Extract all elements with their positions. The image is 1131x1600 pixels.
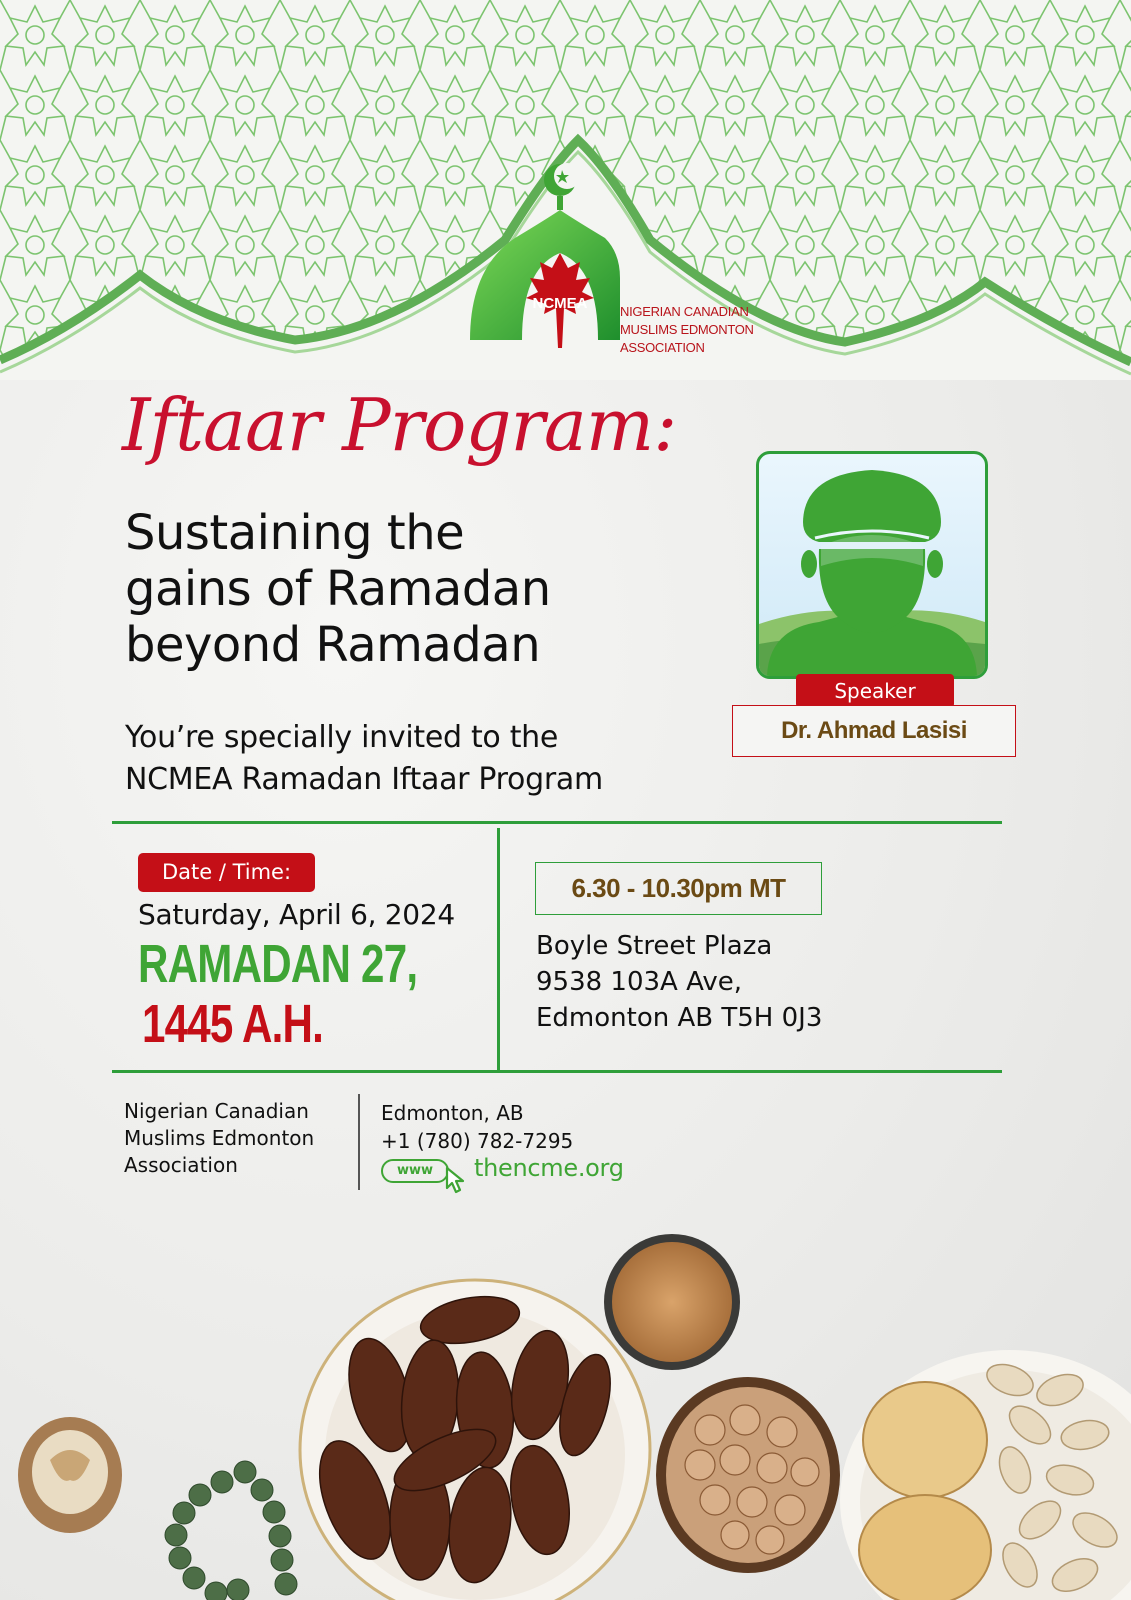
logo-acronym: NCMEA bbox=[532, 295, 588, 312]
date-time-badge: Date / Time: bbox=[138, 853, 315, 892]
contact-city: Edmonton, AB bbox=[381, 1101, 524, 1125]
footer-separator bbox=[358, 1094, 360, 1190]
subtitle-line: Sustaining the bbox=[125, 505, 465, 561]
logo-name-line: ASSOCIATION bbox=[620, 340, 705, 355]
org-line: Nigerian Canadian bbox=[124, 1099, 309, 1123]
org-line: Association bbox=[124, 1153, 238, 1177]
org-line: Muslims Edmonton bbox=[124, 1126, 315, 1150]
footer-contact bbox=[381, 1099, 573, 1155]
invite-line: NCMEA Ramadan Iftaar Program bbox=[125, 762, 603, 797]
venue-line: Boyle Street Plaza bbox=[536, 931, 773, 961]
divider-bottom bbox=[112, 1070, 1002, 1073]
speaker-silhouette-icon bbox=[759, 454, 985, 676]
event-subtitle bbox=[125, 505, 745, 673]
subtitle-line: beyond Ramadan bbox=[125, 617, 541, 673]
cursor-icon bbox=[444, 1166, 466, 1194]
event-venue bbox=[536, 928, 822, 1036]
mosque-dome-icon bbox=[470, 158, 620, 358]
ncmea-logo bbox=[470, 158, 760, 358]
event-time: 6.30 - 10.30pm MT bbox=[535, 862, 822, 915]
logo-name-line: MUSLIMS EDMONTON bbox=[620, 322, 754, 337]
speaker-badge: Speaker bbox=[796, 674, 954, 708]
hijri-date-year: 1445 A.H. bbox=[142, 994, 324, 1054]
event-date: Saturday, April 6, 2024 bbox=[138, 898, 455, 931]
contact-phone[interactable]: +1 (780) 782-7295 bbox=[381, 1129, 574, 1153]
event-title: Iftaar Program: bbox=[122, 383, 677, 467]
subtitle-line: gains of Ramadan bbox=[125, 561, 551, 617]
footer-org-name bbox=[124, 1098, 314, 1179]
divider-top bbox=[112, 821, 1002, 824]
hijri-date-day: RAMADAN 27, bbox=[138, 934, 418, 994]
invite-line: You’re specially invited to the bbox=[125, 720, 559, 755]
www-icon: www bbox=[381, 1159, 449, 1183]
logo-name-line: NIGERIAN CANADIAN bbox=[620, 304, 749, 319]
venue-line: 9538 103A Ave, bbox=[536, 967, 743, 997]
iftaar-food-illustration bbox=[0, 1210, 1131, 1600]
venue-line: Edmonton AB T5H 0J3 bbox=[536, 1003, 823, 1033]
speaker-name: Dr. Ahmad Lasisi bbox=[732, 705, 1016, 757]
divider-vertical bbox=[497, 828, 500, 1070]
website-url[interactable]: thencme.org bbox=[474, 1154, 624, 1182]
invitation-text bbox=[125, 717, 765, 801]
speaker-avatar bbox=[756, 451, 988, 679]
logo-org-name bbox=[620, 303, 760, 357]
